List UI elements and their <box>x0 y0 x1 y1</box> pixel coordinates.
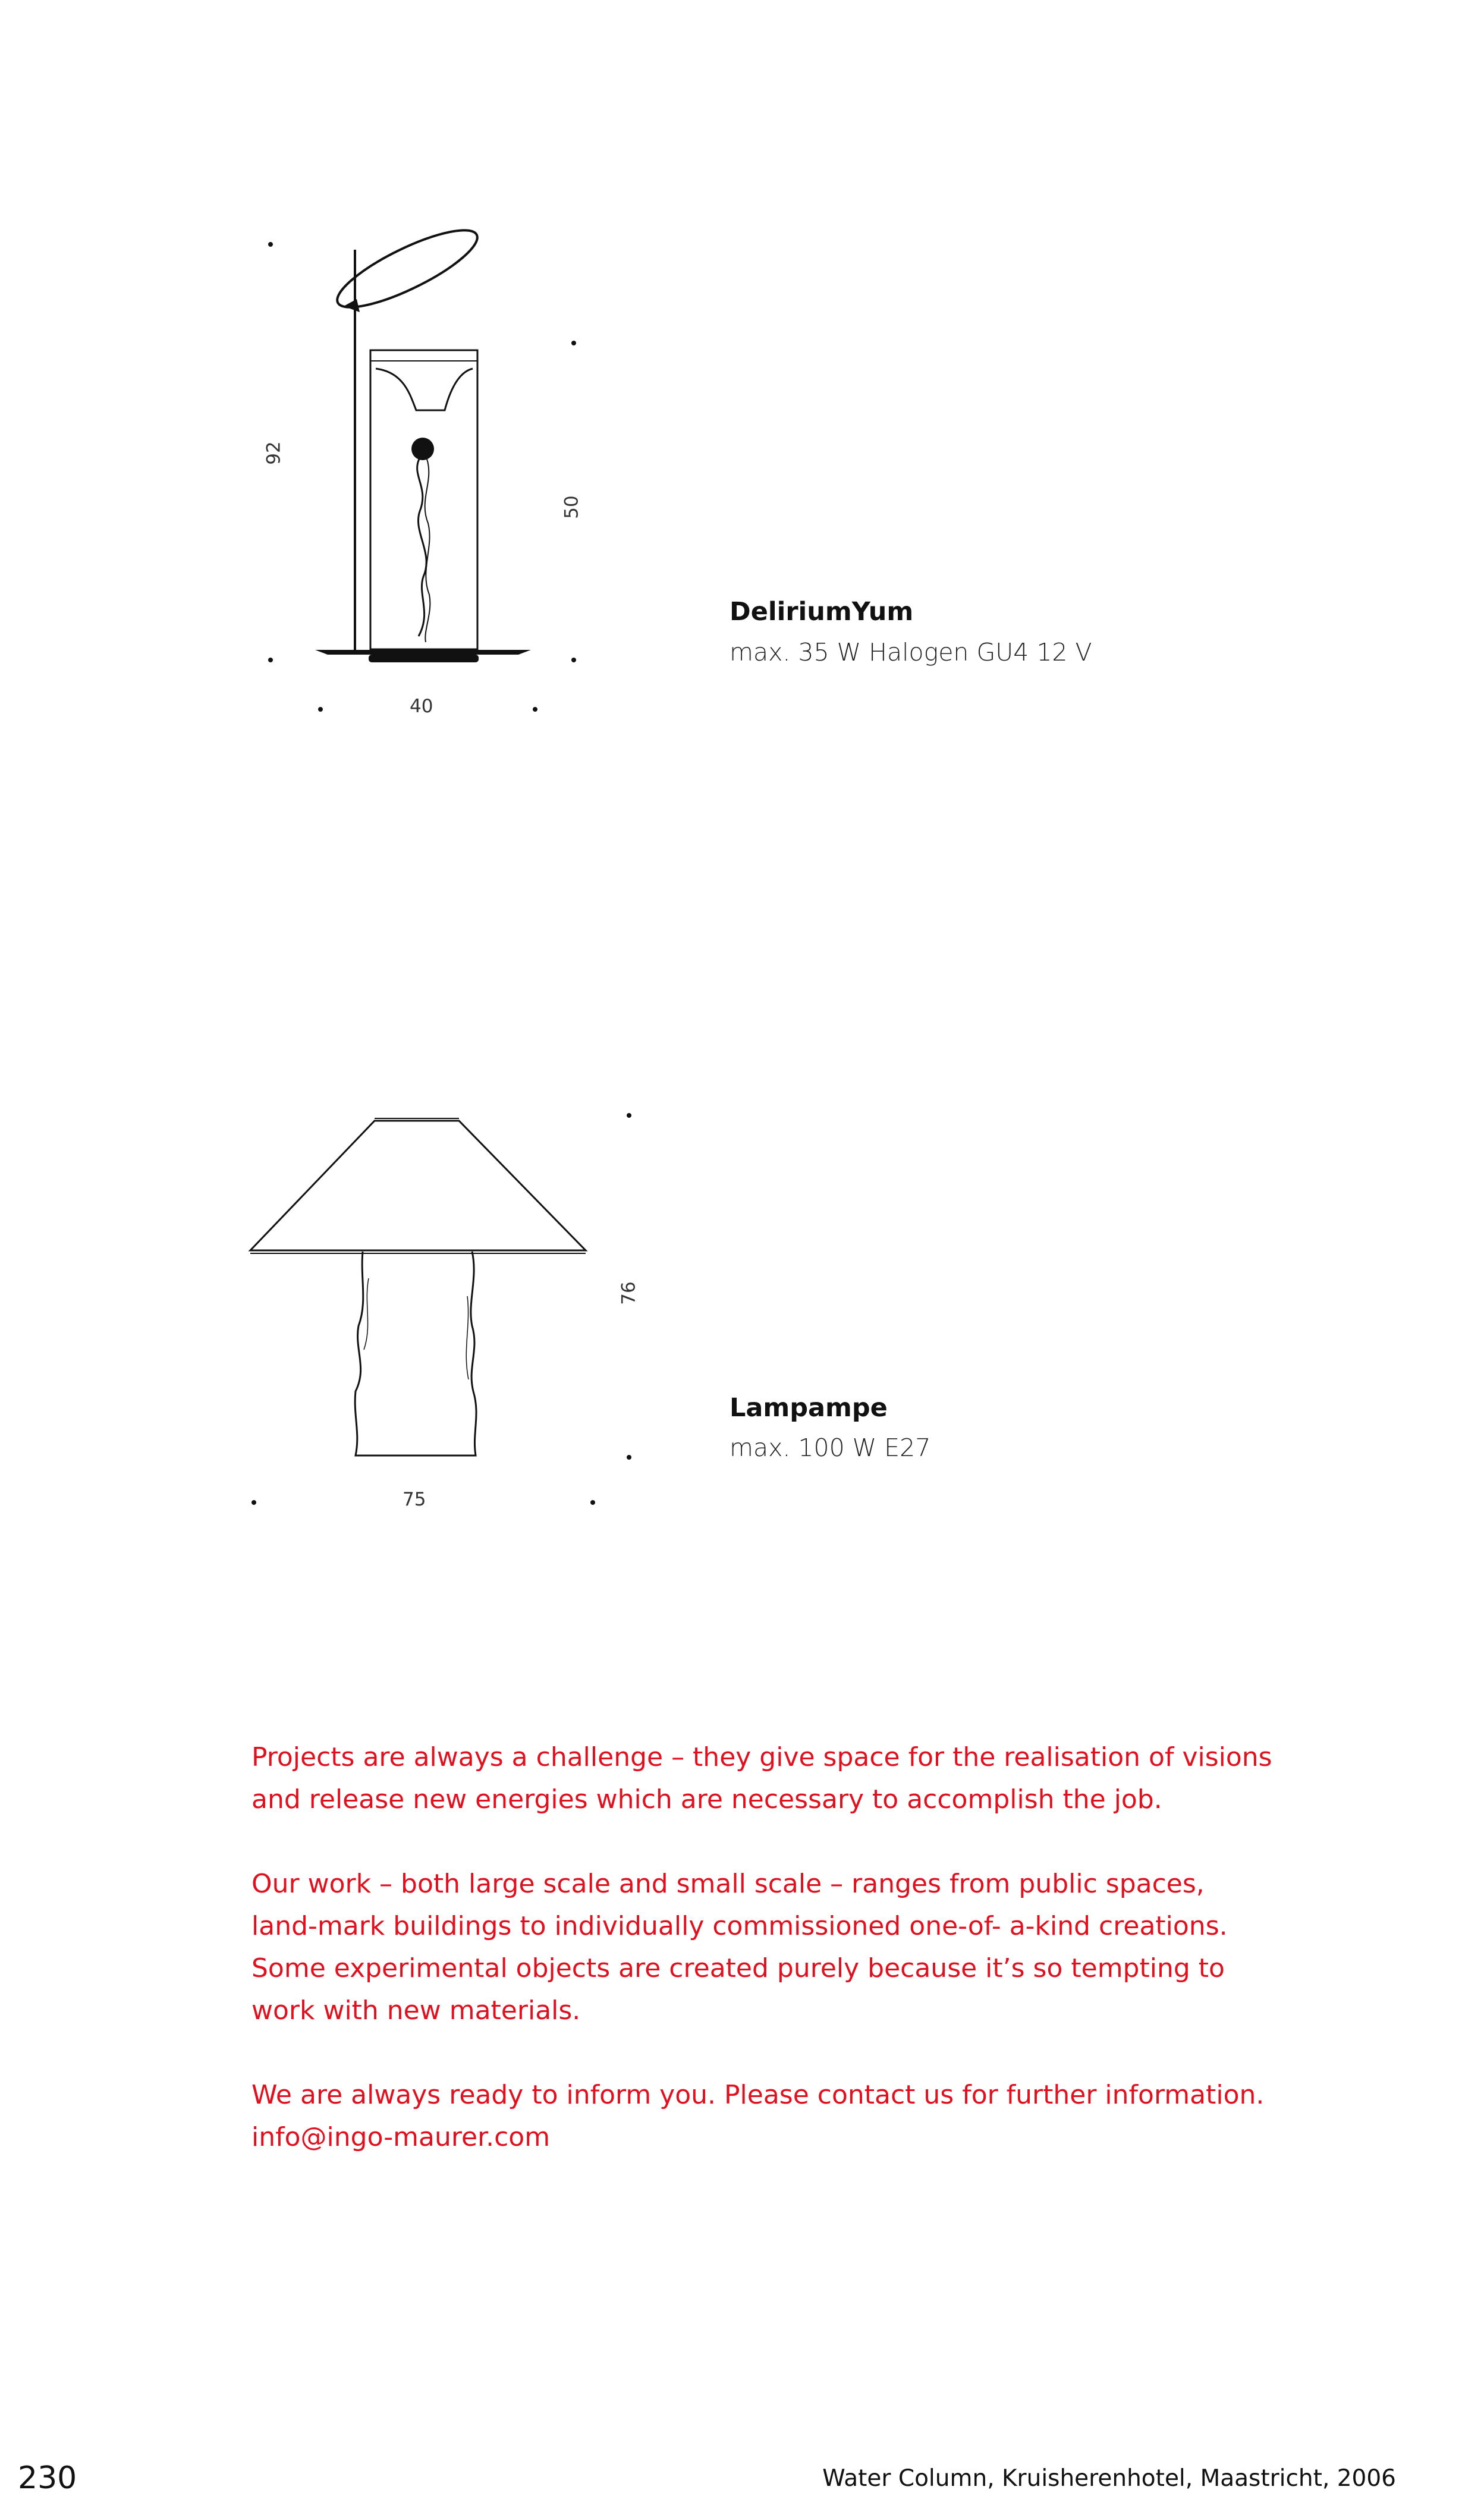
dimension-height: 76 <box>618 1281 640 1305</box>
product-spec: max. 100 W E27 <box>730 1434 931 1462</box>
work-paragraph: Our work – both large scale and small scale – ranges from public spaces, land-mark buildings to individually commissioned one-of- a-kind creations. Some experimental objects are created purely because it’s so tempting to work with new materials. <box>251 1869 1228 2026</box>
dimension-width: 40 <box>410 696 433 717</box>
intro-paragraph: Projects are always a challenge – they give space for the realisation of visions and release new energies which are necessary to accomplish the job. <box>251 1742 1272 1815</box>
contact-email: info@ingo-maurer.com <box>251 2122 551 2152</box>
dimension-dots <box>251 1113 631 1505</box>
page-number: 230 <box>18 2460 77 2496</box>
lamp-shade <box>250 1121 586 1250</box>
lamp-base <box>355 1252 476 1456</box>
dimension-height-body: 50 <box>561 495 583 519</box>
dimension-height-total: 92 <box>263 441 285 465</box>
product-name: Lampampe <box>730 1393 888 1423</box>
photo-caption: Water Column, Kruisherenhotel, Maastricht, 2006 <box>822 2465 1396 2492</box>
contact-paragraph: We are always ready to inform you. Please contact us for further information. <box>251 2080 1265 2110</box>
product-name: DeliriumYum <box>730 597 914 627</box>
product-spec: max. 35 W Halogen GU4 12 V <box>730 638 1092 667</box>
dimension-width: 75 <box>403 1489 426 1510</box>
